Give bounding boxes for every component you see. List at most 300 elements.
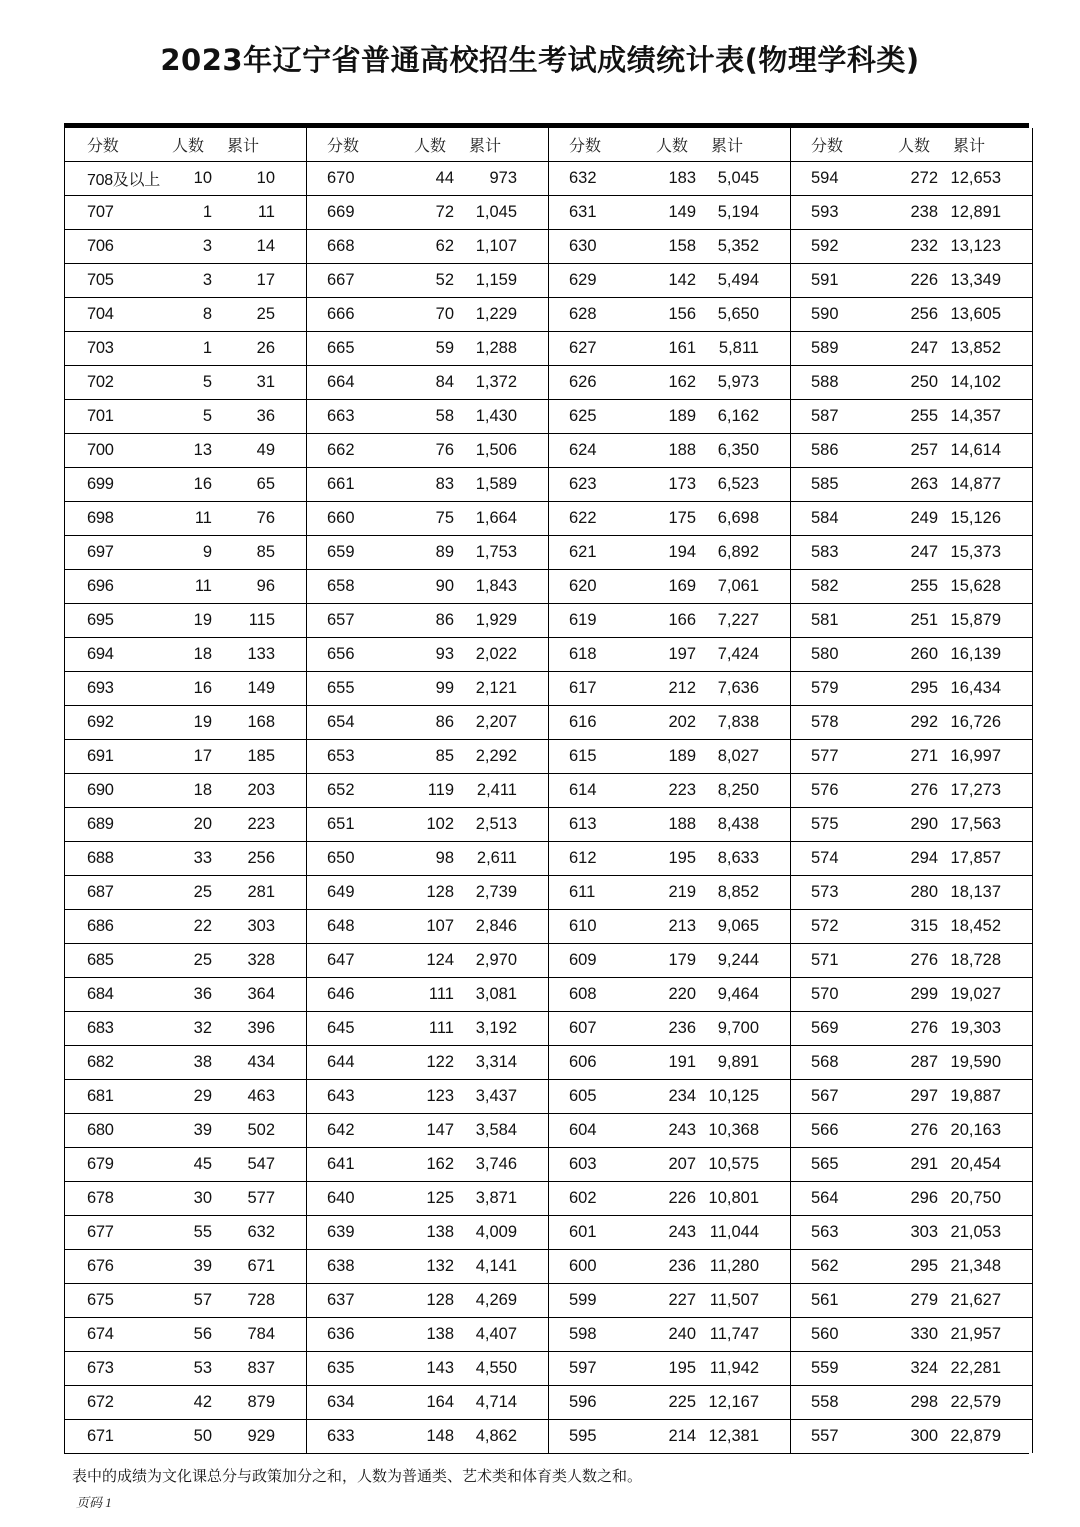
cumulative-cell: 96 xyxy=(256,577,275,595)
cumulative-cell: 784 xyxy=(247,1325,275,1343)
score-cell: 672 xyxy=(87,1393,114,1411)
cumulative-cell: 364 xyxy=(247,985,275,1003)
count-cell: 25 xyxy=(193,883,212,901)
score-cell: 605 xyxy=(569,1087,597,1105)
count-cell: 107 xyxy=(426,917,454,935)
table-row xyxy=(307,162,548,196)
cumulative-cell: 2,611 xyxy=(476,849,517,867)
cumulative-cell: 6,523 xyxy=(717,475,759,493)
table-row xyxy=(307,366,548,400)
score-cell: 644 xyxy=(327,1053,355,1071)
table-row xyxy=(307,706,548,740)
score-cell: 687 xyxy=(87,883,114,901)
count-cell: 236 xyxy=(668,1257,696,1275)
score-cell: 620 xyxy=(569,577,597,595)
cumulative-cell: 328 xyxy=(247,951,275,969)
table-row xyxy=(307,1046,548,1080)
count-cell: 214 xyxy=(668,1427,696,1445)
count-cell: 295 xyxy=(910,1257,938,1275)
table-row xyxy=(307,1318,548,1352)
table-row xyxy=(65,638,306,672)
table-row xyxy=(65,1148,306,1182)
score-cell: 675 xyxy=(87,1291,114,1309)
cumulative-cell: 3,437 xyxy=(475,1087,517,1105)
table-row xyxy=(65,230,306,264)
count-cell: 70 xyxy=(435,305,454,323)
table-row xyxy=(549,162,790,196)
cumulative-cell: 14 xyxy=(256,237,275,255)
table-row xyxy=(791,978,1032,1012)
count-cell: 324 xyxy=(910,1359,938,1377)
count-cell: 164 xyxy=(426,1393,454,1411)
score-cell: 594 xyxy=(811,169,839,187)
table-row xyxy=(791,706,1032,740)
table-row xyxy=(65,332,306,366)
count-cell: 191 xyxy=(668,1053,696,1071)
cumulative-cell: 3,314 xyxy=(475,1053,517,1071)
score-cell: 708及以上 xyxy=(87,172,160,189)
table-row xyxy=(307,502,548,536)
cumulative-cell: 2,292 xyxy=(475,747,517,765)
cumulative-cell: 929 xyxy=(247,1427,275,1445)
cumulative-cell: 671 xyxy=(247,1257,275,1275)
count-cell: 39 xyxy=(193,1121,212,1139)
count-cell: 58 xyxy=(435,407,454,425)
count-cell: 257 xyxy=(910,441,938,459)
count-cell: 22 xyxy=(193,917,212,935)
cumulative-cell: 1,107 xyxy=(475,237,517,255)
cumulative-cell: 4,714 xyxy=(475,1393,517,1411)
count-cell: 138 xyxy=(426,1223,454,1241)
count-cell: 148 xyxy=(426,1427,454,1445)
table-row xyxy=(307,672,548,706)
score-cell: 603 xyxy=(569,1155,597,1173)
score-cell: 690 xyxy=(87,781,114,799)
table-row xyxy=(791,332,1032,366)
table-row xyxy=(549,1284,790,1318)
count-cell: 290 xyxy=(910,815,938,833)
cumulative-cell: 11,044 xyxy=(709,1223,759,1241)
count-cell: 98 xyxy=(435,849,454,867)
score-cell: 587 xyxy=(811,407,839,425)
cumulative-cell: 13,605 xyxy=(950,305,1001,323)
score-cell: 677 xyxy=(87,1223,114,1241)
table-row xyxy=(549,1012,790,1046)
count-cell: 156 xyxy=(668,305,696,323)
header-score: 分数 xyxy=(811,136,844,155)
table-row xyxy=(549,366,790,400)
score-cell: 640 xyxy=(327,1189,355,1207)
header-count: 人数 xyxy=(897,136,930,155)
count-cell: 162 xyxy=(426,1155,454,1173)
count-cell: 5 xyxy=(202,407,212,425)
table-row xyxy=(791,1216,1032,1250)
count-cell: 5 xyxy=(202,373,212,391)
count-cell: 249 xyxy=(910,509,938,527)
cumulative-cell: 17,563 xyxy=(950,815,1001,833)
count-cell: 16 xyxy=(193,679,212,697)
score-cell: 580 xyxy=(811,645,839,663)
score-cell: 589 xyxy=(811,339,839,357)
table-row xyxy=(65,1250,306,1284)
count-cell: 272 xyxy=(910,169,938,187)
cumulative-cell: 223 xyxy=(247,815,275,833)
table-row xyxy=(549,876,790,910)
score-cell: 660 xyxy=(327,509,355,527)
table-row xyxy=(791,1420,1032,1453)
count-cell: 247 xyxy=(910,339,938,357)
score-cell: 662 xyxy=(327,441,355,459)
score-cell: 706 xyxy=(87,237,114,255)
cumulative-cell: 17,857 xyxy=(950,849,1001,867)
table-row xyxy=(791,468,1032,502)
cumulative-cell: 1,229 xyxy=(475,305,517,323)
table-row xyxy=(65,876,306,910)
table-row xyxy=(549,332,790,366)
count-cell: 279 xyxy=(910,1291,938,1309)
cumulative-cell: 5,194 xyxy=(717,203,759,221)
score-cell: 638 xyxy=(327,1257,355,1275)
score-cell: 679 xyxy=(87,1155,114,1173)
table-row xyxy=(307,842,548,876)
score-cell: 635 xyxy=(327,1359,355,1377)
table-row xyxy=(791,774,1032,808)
score-cell: 643 xyxy=(327,1087,355,1105)
count-cell: 162 xyxy=(668,373,696,391)
cumulative-cell: 15,373 xyxy=(950,543,1001,561)
cumulative-cell: 879 xyxy=(247,1393,275,1411)
table-row xyxy=(65,774,306,808)
cumulative-cell: 7,227 xyxy=(717,611,759,629)
score-cell: 654 xyxy=(327,713,355,731)
table-row xyxy=(65,1420,306,1453)
footnote: 表中的成绩为文化课总分与政策加分之和，人数为普通类、艺术类和体育类人数之和。 xyxy=(72,1467,643,1485)
table-row xyxy=(791,162,1032,196)
count-cell: 276 xyxy=(910,1019,938,1037)
cumulative-cell: 17,273 xyxy=(950,781,1001,799)
count-cell: 188 xyxy=(668,815,696,833)
score-cell: 658 xyxy=(327,577,355,595)
score-cell: 681 xyxy=(87,1087,114,1105)
cumulative-cell: 10,368 xyxy=(708,1121,759,1139)
score-cell: 664 xyxy=(327,373,355,391)
score-cell: 699 xyxy=(87,475,114,493)
cumulative-cell: 4,550 xyxy=(475,1359,517,1377)
table-row xyxy=(549,1386,790,1420)
score-cell: 645 xyxy=(327,1019,355,1037)
cumulative-cell: 577 xyxy=(247,1189,275,1207)
count-cell: 1 xyxy=(202,203,212,221)
score-cell: 633 xyxy=(327,1427,355,1445)
cumulative-cell: 20,163 xyxy=(950,1121,1001,1139)
count-cell: 251 xyxy=(910,611,938,629)
score-cell: 629 xyxy=(569,271,597,289)
score-cell: 557 xyxy=(811,1427,839,1445)
score-cell: 562 xyxy=(811,1257,839,1275)
score-cell: 684 xyxy=(87,985,114,1003)
count-cell: 3 xyxy=(202,271,212,289)
score-cell: 600 xyxy=(569,1257,597,1275)
cumulative-cell: 5,045 xyxy=(717,169,759,187)
table-row xyxy=(791,604,1032,638)
cumulative-cell: 16,139 xyxy=(950,645,1001,663)
count-cell: 3 xyxy=(202,237,212,255)
score-cell: 609 xyxy=(569,951,597,969)
count-cell: 315 xyxy=(910,917,938,935)
table-row xyxy=(65,1216,306,1250)
table-row xyxy=(549,944,790,978)
cumulative-cell: 18,137 xyxy=(950,883,1001,901)
cumulative-cell: 1,430 xyxy=(475,407,517,425)
header-count: 人数 xyxy=(655,136,688,155)
table-row xyxy=(791,1284,1032,1318)
cumulative-cell: 17 xyxy=(256,271,275,289)
table-row xyxy=(307,1148,548,1182)
cumulative-cell: 149 xyxy=(247,679,275,697)
table-row xyxy=(65,1114,306,1148)
score-cell: 591 xyxy=(811,271,839,289)
count-cell: 207 xyxy=(668,1155,696,1173)
count-cell: 330 xyxy=(910,1325,938,1343)
table-block-3 xyxy=(548,128,790,1453)
count-cell: 243 xyxy=(668,1223,696,1241)
cumulative-cell: 1,506 xyxy=(475,441,517,459)
count-cell: 226 xyxy=(910,271,938,289)
score-cell: 674 xyxy=(87,1325,114,1343)
table-row xyxy=(549,1182,790,1216)
score-cell: 581 xyxy=(811,611,839,629)
page-number: 页码 1 xyxy=(76,1495,112,1510)
cumulative-cell: 49 xyxy=(256,441,275,459)
count-cell: 52 xyxy=(435,271,454,289)
cumulative-cell: 12,653 xyxy=(950,169,1001,187)
table-row xyxy=(549,264,790,298)
table-row xyxy=(65,196,306,230)
score-cell: 649 xyxy=(327,883,355,901)
table-row xyxy=(549,910,790,944)
table-row xyxy=(65,298,306,332)
cumulative-cell: 76 xyxy=(256,509,275,527)
score-cell: 572 xyxy=(811,917,839,935)
count-cell: 20 xyxy=(193,815,212,833)
count-cell: 232 xyxy=(910,237,938,255)
count-cell: 236 xyxy=(668,1019,696,1037)
count-cell: 225 xyxy=(668,1393,696,1411)
cumulative-cell: 1,372 xyxy=(475,373,517,391)
count-cell: 44 xyxy=(435,169,454,187)
count-cell: 111 xyxy=(428,1019,454,1037)
cumulative-cell: 1,045 xyxy=(475,203,517,221)
score-cell: 571 xyxy=(811,951,839,969)
count-cell: 128 xyxy=(426,883,454,901)
table-row xyxy=(549,400,790,434)
count-cell: 298 xyxy=(910,1393,938,1411)
score-cell: 597 xyxy=(569,1359,597,1377)
table-row xyxy=(65,468,306,502)
cumulative-cell: 303 xyxy=(247,917,275,935)
table-row xyxy=(65,706,306,740)
count-cell: 86 xyxy=(435,713,454,731)
count-cell: 132 xyxy=(426,1257,454,1275)
table-row xyxy=(549,1420,790,1453)
count-cell: 247 xyxy=(910,543,938,561)
table-row xyxy=(65,1080,306,1114)
table-row xyxy=(791,808,1032,842)
score-cell: 615 xyxy=(569,747,597,765)
count-cell: 39 xyxy=(193,1257,212,1275)
cumulative-cell: 1,843 xyxy=(475,577,517,595)
table-row xyxy=(791,536,1032,570)
cumulative-cell: 502 xyxy=(247,1121,275,1139)
score-cell: 616 xyxy=(569,713,597,731)
score-cell: 563 xyxy=(811,1223,839,1241)
table-row xyxy=(549,706,790,740)
cumulative-cell: 1,753 xyxy=(475,543,517,561)
cumulative-cell: 10,125 xyxy=(708,1087,759,1105)
table-row xyxy=(307,1352,548,1386)
table-row xyxy=(65,1182,306,1216)
table-row xyxy=(791,1114,1032,1148)
table-row xyxy=(791,876,1032,910)
table-row xyxy=(307,978,548,1012)
count-cell: 10 xyxy=(193,169,212,187)
table-row xyxy=(65,978,306,1012)
count-cell: 90 xyxy=(435,577,454,595)
score-cell: 634 xyxy=(327,1393,355,1411)
table-row xyxy=(791,842,1032,876)
count-cell: 122 xyxy=(426,1053,454,1071)
table-row xyxy=(65,1284,306,1318)
cumulative-cell: 8,250 xyxy=(717,781,759,799)
cumulative-cell: 6,892 xyxy=(717,543,759,561)
cumulative-cell: 8,633 xyxy=(717,849,759,867)
score-cell: 636 xyxy=(327,1325,355,1343)
count-cell: 276 xyxy=(910,781,938,799)
count-cell: 33 xyxy=(193,849,212,867)
score-cell: 602 xyxy=(569,1189,597,1207)
count-cell: 84 xyxy=(435,373,454,391)
cumulative-cell: 7,636 xyxy=(717,679,759,697)
count-cell: 36 xyxy=(193,985,212,1003)
cumulative-cell: 5,494 xyxy=(717,271,759,289)
table-block-2 xyxy=(306,128,548,1453)
score-cell: 700 xyxy=(87,441,114,459)
cumulative-cell: 26 xyxy=(256,339,275,357)
table-row xyxy=(791,1182,1032,1216)
score-cell: 564 xyxy=(811,1189,839,1207)
score-cell: 647 xyxy=(327,951,355,969)
score-cell: 576 xyxy=(811,781,839,799)
table-row xyxy=(307,774,548,808)
table-row xyxy=(549,1080,790,1114)
table-row xyxy=(307,196,548,230)
table-row xyxy=(65,162,306,196)
score-cell: 622 xyxy=(569,509,597,527)
cumulative-cell: 2,121 xyxy=(475,679,517,697)
count-cell: 17 xyxy=(193,747,212,765)
cumulative-cell: 2,411 xyxy=(476,781,517,799)
score-cell: 625 xyxy=(569,407,597,425)
table-row xyxy=(65,1046,306,1080)
score-cell: 704 xyxy=(87,305,114,323)
score-cell: 698 xyxy=(87,509,114,527)
table-row xyxy=(549,1250,790,1284)
table-row xyxy=(791,196,1032,230)
score-cell: 592 xyxy=(811,237,839,255)
header-cumulative: 累计 xyxy=(469,136,502,155)
table-row xyxy=(791,1386,1032,1420)
count-cell: 292 xyxy=(910,713,938,731)
cumulative-cell: 9,464 xyxy=(717,985,759,1003)
cumulative-cell: 2,739 xyxy=(475,883,517,901)
cumulative-cell: 1,589 xyxy=(475,475,517,493)
cumulative-cell: 9,244 xyxy=(717,951,759,969)
table-row xyxy=(549,570,790,604)
score-cell: 668 xyxy=(327,237,355,255)
count-cell: 89 xyxy=(435,543,454,561)
cumulative-cell: 281 xyxy=(247,883,275,901)
cumulative-cell: 85 xyxy=(256,543,275,561)
table-row xyxy=(65,536,306,570)
cumulative-cell: 4,407 xyxy=(475,1325,517,1343)
table-row xyxy=(65,502,306,536)
cumulative-cell: 168 xyxy=(247,713,275,731)
cumulative-cell: 3,081 xyxy=(475,985,517,1003)
table-row xyxy=(65,842,306,876)
score-cell: 697 xyxy=(87,543,114,561)
table-row xyxy=(549,502,790,536)
cumulative-cell: 10 xyxy=(256,169,275,187)
count-cell: 86 xyxy=(435,611,454,629)
header-score: 分数 xyxy=(327,136,360,155)
count-cell: 202 xyxy=(668,713,696,731)
cumulative-cell: 5,352 xyxy=(717,237,759,255)
cumulative-cell: 2,207 xyxy=(475,713,517,731)
count-cell: 256 xyxy=(910,305,938,323)
table-header-row xyxy=(65,128,306,162)
count-cell: 183 xyxy=(668,169,696,187)
count-cell: 189 xyxy=(668,747,696,765)
table-row xyxy=(549,298,790,332)
count-cell: 13 xyxy=(193,441,212,459)
count-cell: 213 xyxy=(668,917,696,935)
score-cell: 639 xyxy=(327,1223,355,1241)
score-cell: 655 xyxy=(327,679,355,697)
table-row xyxy=(65,434,306,468)
table-row xyxy=(791,944,1032,978)
count-cell: 227 xyxy=(668,1291,696,1309)
table-header-row xyxy=(791,128,1032,162)
score-cell: 683 xyxy=(87,1019,114,1037)
score-cell: 682 xyxy=(87,1053,114,1071)
count-cell: 128 xyxy=(426,1291,454,1309)
score-cell: 689 xyxy=(87,815,114,833)
table-row xyxy=(307,468,548,502)
table-row xyxy=(307,944,548,978)
cumulative-cell: 1,664 xyxy=(475,509,517,527)
table-row xyxy=(549,808,790,842)
table-row xyxy=(549,434,790,468)
score-cell: 614 xyxy=(569,781,597,799)
cumulative-cell: 7,838 xyxy=(717,713,759,731)
cumulative-cell: 13,123 xyxy=(950,237,1001,255)
table-row xyxy=(791,264,1032,298)
score-cell: 630 xyxy=(569,237,597,255)
cumulative-cell: 22,579 xyxy=(950,1393,1001,1411)
table-row xyxy=(549,842,790,876)
score-cell: 569 xyxy=(811,1019,839,1037)
score-cell: 575 xyxy=(811,815,839,833)
